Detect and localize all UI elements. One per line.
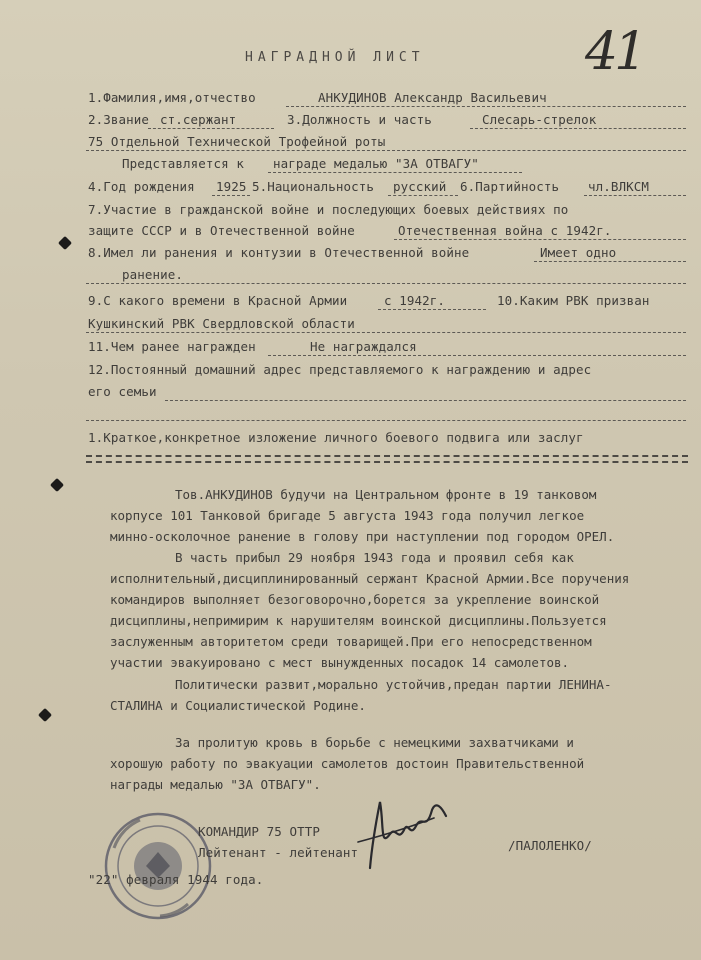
field-5-value: русский (393, 179, 447, 194)
field-8-value: Имеет одно (540, 245, 617, 260)
field-8-value-cont: ранение. (122, 267, 184, 282)
field-10-label: 10.Каким РВК призван (497, 293, 650, 308)
field-12-line-2: его семьи (88, 384, 157, 399)
nominated-label: Представляется к (122, 156, 245, 171)
section-rule-2 (86, 461, 688, 463)
field-12-rule-2 (86, 420, 686, 421)
field-3-value: Слесарь-стрелок (482, 112, 597, 127)
narrative-line: участии эвакуировано с мест вынужденных посадок 14 самолетов. (110, 655, 570, 670)
field-10-rule (86, 332, 686, 333)
punch-mark (50, 478, 64, 492)
field-12-rule (165, 400, 686, 401)
signature-line-1: КОМАНДИР 75 ОТТР (198, 824, 321, 839)
narrative-line: корпусе 101 Танковой бригаде 5 августа 1943 года получил легкое (110, 508, 585, 523)
narrative-line: хорошую работу по эвакуации самолетов достоин Правительственной (110, 756, 585, 771)
narrative-line: Тов.АНКУДИНОВ будучи на Центральном фронте в 19 танковом (175, 487, 597, 502)
field-3-rule (470, 128, 686, 129)
narrative-line: командиров выполняет безоговорочно,борется за укрепление воинской (110, 592, 600, 607)
field-5-label: 5.Национальность (252, 179, 375, 194)
field-3-rule-2 (86, 150, 686, 151)
field-7-rule (394, 239, 686, 240)
field-6-value: чл.ВЛКСМ (588, 179, 650, 194)
narrative-line: исполнительный,дисциплинированный сержант Красной Армии.Все поручения (110, 571, 630, 586)
field-5-rule (388, 195, 458, 196)
punch-mark (58, 236, 72, 250)
section-heading: 1.Краткое,конкретное изложение личного боевого подвига или заслуг (88, 430, 584, 445)
field-11-value: Не награждался (310, 339, 417, 354)
narrative-line: заслуженным авторитетом среди товарищей.При его непосредственном (110, 634, 592, 649)
narrative-line: СТАЛИНА и Социалистической Родине. (110, 698, 366, 713)
field-3-value-cont: 75 Отдельной Технической Трофейной роты (88, 134, 386, 149)
field-11-label: 11.Чем ранее награжден (88, 339, 256, 354)
narrative-line: За пролитую кровь в борьбе с немецкими захватчиками и (175, 735, 574, 750)
field-7-line-1: 7.Участие в гражданской войне и последующих боевых действиях по (88, 202, 569, 217)
field-11-rule (268, 355, 686, 356)
field-9-value: с 1942г. (384, 293, 446, 308)
field-7-value: Отечественная война с 1942г. (398, 223, 612, 238)
field-6-label: 6.Партийность (460, 179, 560, 194)
field-4-rule (212, 195, 250, 196)
narrative-line: дисциплины,непримирим к нарушителям воинской дисциплины.Пользуется (110, 613, 607, 628)
field-1-value: АНКУДИНОВ Александр Васильевич (318, 90, 547, 105)
narrative-line: награды медалью "ЗА ОТВАГУ". (110, 777, 321, 792)
signer-name: /ПАЛОЛЕНКО/ (508, 838, 592, 853)
nominated-rule (268, 172, 522, 173)
punch-mark (38, 708, 52, 722)
field-9-rule (378, 309, 486, 310)
signature-line-2: Лейтенант - лейтенант (198, 845, 359, 860)
signature-date: "22" февраля 1944 года. (88, 872, 264, 887)
field-4-label: 4.Год рождения (88, 179, 195, 194)
narrative-line: минно-осколочное ранение в голову при наступлении под городом ОРЕЛ. (110, 529, 615, 544)
field-7-label: защите СССР и в Отечественной войне (88, 223, 355, 238)
nominated-value: награде медалью "ЗА ОТВАГУ" (273, 156, 479, 171)
field-4-value: 1925 (216, 179, 247, 194)
field-8-label: 8.Имел ли ранения и контузии в Отечественной войне (88, 245, 470, 260)
field-1-rule (286, 106, 686, 107)
field-2-value: ст.сержант (160, 112, 237, 127)
narrative-line: В часть прибыл 29 ноября 1943 года и проявил себя как (175, 550, 574, 565)
sheet-number: 41 (585, 22, 644, 82)
section-rule-1 (86, 455, 688, 457)
field-6-rule (584, 195, 686, 196)
field-2-rule (148, 128, 274, 129)
field-8-rule-2 (86, 283, 686, 284)
narrative-line: Политически развит,морально устойчив,предан партии ЛЕНИНА- (175, 677, 612, 692)
field-12-line-1: 12.Постоянный домашний адрес представляемого к награждению и адрес (88, 362, 592, 377)
field-2-label: 2.Звание (88, 112, 150, 127)
field-3-label: 3.Должность и часть (287, 112, 432, 127)
handwritten-signature (350, 790, 460, 875)
field-1-label: 1.Фамилия,имя,отчество (88, 90, 256, 105)
page-title: НАГРАДНОЙ ЛИСТ (245, 50, 425, 65)
field-8-rule (534, 261, 686, 262)
field-9-label: 9.С какого времени в Красной Армии (88, 293, 348, 308)
field-10-value: Кушкинский РВК Свердловской области (88, 316, 355, 331)
